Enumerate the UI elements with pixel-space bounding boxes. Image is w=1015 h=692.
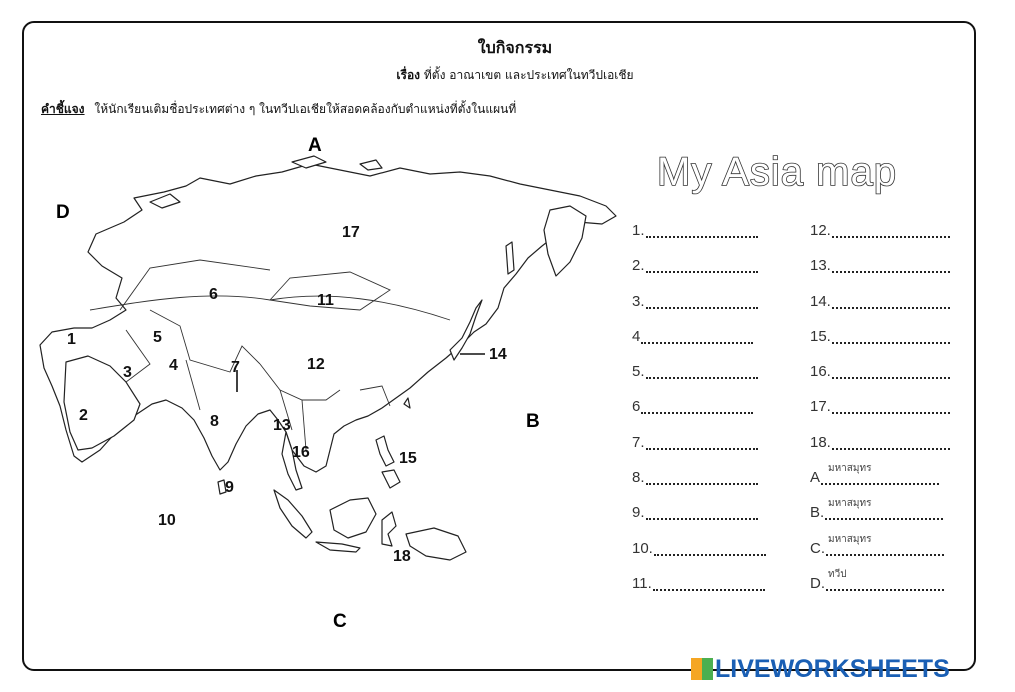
left-answer-row: [632, 540, 766, 575]
country-number-8: 8: [210, 413, 219, 430]
answer-hint: มหาสมุทร: [828, 463, 872, 475]
answer-number: 7.: [632, 433, 645, 451]
country-number-1: 1: [67, 331, 76, 348]
right-answer-row: [810, 328, 950, 363]
answer-number: A: [810, 469, 821, 487]
answer-number: 15.: [810, 327, 831, 345]
right-answer-row: [810, 257, 950, 292]
direction-label-d: D: [56, 202, 70, 223]
country-number-14: 14: [489, 346, 507, 363]
sumatra: [274, 490, 312, 538]
answer-number: C.: [810, 539, 825, 557]
direction-label-a: A: [308, 135, 322, 156]
country-number-12: 12: [307, 356, 325, 373]
left-answer-row: [632, 434, 766, 469]
country-number-11: 11: [317, 292, 334, 309]
answer-blank[interactable]: [641, 328, 753, 344]
answer-column-right: [810, 222, 950, 610]
answer-blank[interactable]: [832, 222, 950, 238]
answer-blank[interactable]: [646, 222, 758, 238]
country-number-18: 18: [393, 548, 411, 565]
logo-icon: [691, 658, 713, 680]
answer-blank[interactable]: [832, 434, 950, 450]
answer-blank[interactable]: [646, 257, 758, 273]
country-number-2: 2: [79, 407, 88, 424]
answer-blank[interactable]: [646, 293, 758, 309]
answer-blank[interactable]: [832, 398, 950, 414]
left-answer-row: [632, 363, 766, 398]
answer-number: 5.: [632, 363, 645, 381]
answer-number: 17.: [810, 398, 831, 416]
answer-number: 18.: [810, 433, 831, 451]
subtitle-text: ที่ตั้ง อาณาเขต และประเทศในทวีปเอเชีย: [423, 68, 634, 82]
right-answer-row: [810, 293, 950, 328]
answer-number: 14.: [810, 292, 831, 310]
answer-number: 9.: [632, 504, 645, 522]
country-number-16: 16: [292, 444, 310, 461]
philippines: [376, 436, 394, 466]
answer-blank[interactable]: [654, 540, 766, 556]
right-answer-row: [810, 568, 950, 610]
worksheet-title: ใบกิจกรรม: [477, 38, 553, 57]
answer-number: 2.: [632, 257, 645, 275]
taiwan: [404, 398, 410, 408]
right-answer-row: [810, 222, 950, 257]
answer-blank[interactable]: [832, 293, 950, 309]
answer-number: 10.: [632, 539, 653, 557]
left-answer-row: [632, 328, 766, 363]
answer-blank[interactable]: [832, 328, 950, 344]
answer-hint: มหาสมุทร: [828, 533, 872, 545]
answer-blank[interactable]: [832, 257, 950, 273]
country-number-10: 10: [158, 512, 176, 529]
subtitle-label: เรื่อง: [396, 68, 421, 82]
answer-hint: ทวีป: [828, 568, 847, 580]
answer-blank[interactable]: [646, 434, 758, 450]
right-answer-row: [810, 363, 950, 398]
answer-number: 13.: [810, 257, 831, 275]
kamchatka: [544, 206, 586, 276]
answer-blank[interactable]: [641, 398, 753, 414]
answer-number: 12.: [810, 222, 831, 239]
answer-number: D.: [810, 574, 825, 592]
direction-label-b: B: [526, 411, 540, 432]
country-number-5: 5: [153, 329, 162, 346]
answer-number: 1.: [632, 222, 645, 239]
map-title: My Asia map: [657, 150, 897, 194]
answer-hint: มหาสมุทร: [828, 498, 872, 510]
country-number-3: 3: [123, 364, 132, 381]
answer-blank[interactable]: [646, 469, 758, 485]
answer-blank[interactable]: [653, 575, 765, 591]
left-answer-row: [632, 293, 766, 328]
answer-number: 11.: [632, 574, 652, 592]
left-answer-row: [632, 222, 766, 257]
left-answer-row: [632, 575, 766, 610]
answer-number: 6: [632, 398, 641, 416]
instructions: [41, 100, 516, 119]
answer-number: B.: [810, 504, 825, 522]
new-guinea: [406, 528, 466, 560]
answer-number: 8.: [632, 469, 645, 487]
country-number-17: 17: [342, 224, 360, 241]
direction-label-c: C: [333, 611, 347, 632]
answer-blank[interactable]: [646, 504, 758, 520]
answer-blank[interactable]: [646, 363, 758, 379]
left-answer-row: [632, 398, 766, 433]
answer-blank[interactable]: [832, 363, 950, 379]
sulawesi: [382, 512, 396, 546]
right-answer-row: [810, 398, 950, 433]
java: [316, 542, 360, 552]
asia-map: [30, 135, 650, 640]
borneo: [330, 498, 376, 538]
worksheet-subtitle: [15, 66, 1015, 85]
liveworksheets-logo: [691, 655, 950, 684]
country-number-15: 15: [399, 450, 417, 467]
answer-column-left: [632, 222, 766, 610]
footer-text: LIVEWORKSHEETS: [715, 655, 950, 683]
left-answer-row: [632, 504, 766, 539]
answer-number: 3.: [632, 292, 645, 310]
country-number-9: 9: [225, 479, 234, 496]
left-answer-row: [632, 257, 766, 292]
country-number-6: 6: [209, 286, 218, 303]
instructions-text: ให้นักเรียนเติมชื่อประเทศต่าง ๆ ในทวีปเอเชียให้สอดคล้องกับตำแหน่งที่ตั้งในแผนที่: [94, 102, 517, 116]
country-number-13: 13: [273, 417, 291, 434]
country-number-4: 4: [169, 357, 178, 374]
answer-number: 4: [632, 327, 641, 345]
country-number-7: 7: [231, 359, 240, 376]
left-answer-row: [632, 469, 766, 504]
answer-number: 16.: [810, 363, 831, 381]
instructions-label: คำชี้แจง: [41, 102, 85, 116]
